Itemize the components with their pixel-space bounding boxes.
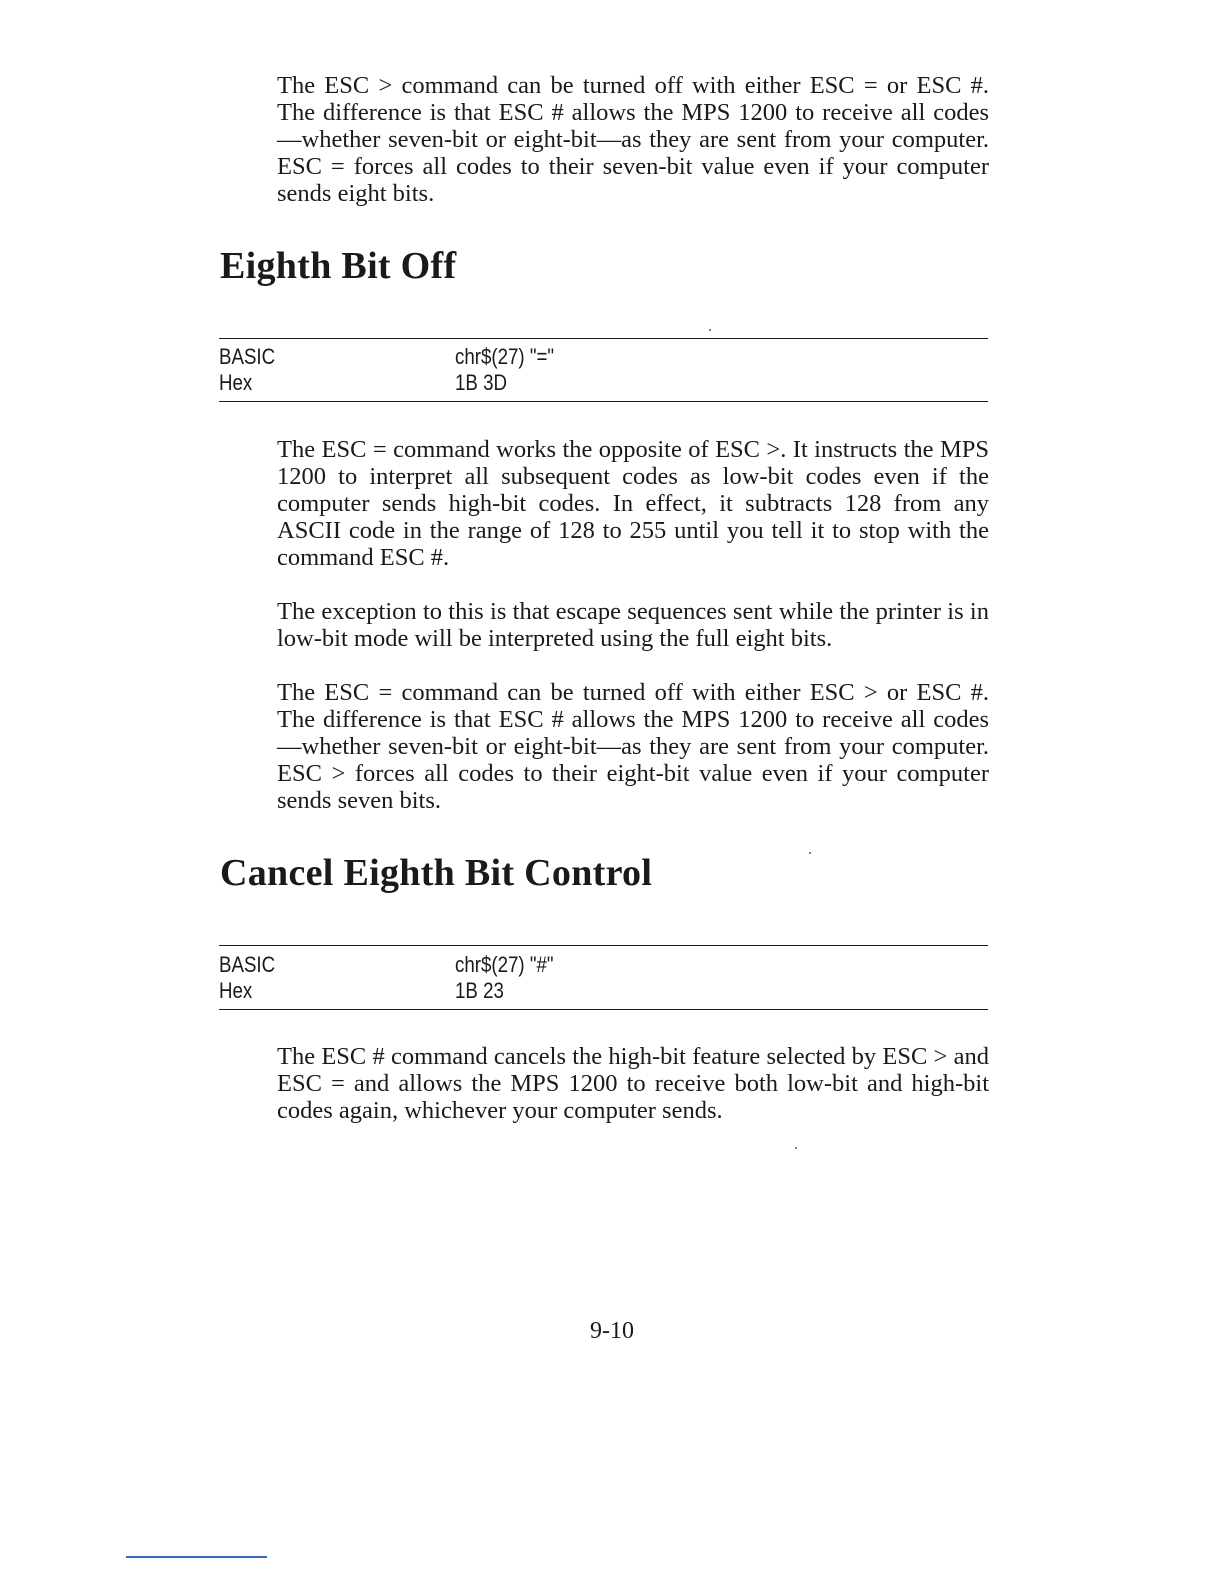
eighth-bit-off-paragraph-1: The ESC = command works the opposite of ESC >. It instructs the MPS 1200 to interpret all subsequent codes as low-bit codes even if the computer sends high-bit codes. In effect, it subtracts 128 from any ASCII code in the range of 128 to 255 until you tell it to stop with the command ESC #. <box>277 436 989 571</box>
table-row <box>219 344 988 370</box>
basic-label: BASIC <box>219 344 276 369</box>
eighth-bit-off-paragraph-3: The ESC = command can be turned off with either ESC > or ESC #. The difference is that ESC # allows the MPS 1200 to receive all codes—whether seven-bit or eight-bit—as they are sent from your computer. ESC > forces all codes to their eight-bit value even if your computer sends seven bits. <box>277 679 989 814</box>
basic-label: BASIC <box>219 952 276 977</box>
table-row <box>219 370 988 396</box>
cancel-eighth-bit-paragraph: The ESC # command cancels the high-bit feature selected by ESC > and ESC = and allows the MPS 1200 to receive both low-bit and high-bit codes again, whichever your computer sends. <box>277 1043 989 1124</box>
table-row <box>219 978 988 1004</box>
hex-code-value: 1B 3D <box>455 370 507 395</box>
table-row <box>219 952 988 978</box>
scan-speck <box>809 852 811 854</box>
intro-paragraph: The ESC > command can be turned off with either ESC = or ESC #. The difference is that ESC # allows the MPS 1200 to receive all codes—whether seven-bit or eight-bit—as they are sent from your computer. ESC = forces all codes to their seven-bit value even if your computer sends eight bits. <box>277 72 989 207</box>
page-number: 9-10 <box>590 1318 634 1344</box>
scan-speck <box>709 329 711 331</box>
eighth-bit-off-paragraph-2: The exception to this is that escape sequences sent while the printer is in low-bit mode will be interpreted using the full eight bits. <box>277 598 989 652</box>
hex-code-value: 1B 23 <box>455 978 504 1003</box>
command-table-cancel-eighth-bit-control <box>219 945 988 1010</box>
command-table-eighth-bit-off <box>219 338 988 402</box>
hex-label: Hex <box>219 978 253 1003</box>
footer-rule <box>126 1556 267 1558</box>
scan-speck <box>795 1147 797 1149</box>
section-heading-eighth-bit-off: Eighth Bit Off <box>220 245 457 287</box>
basic-code-value: chr$(27) "=" <box>455 344 555 369</box>
section-heading-cancel-eighth-bit-control: Cancel Eighth Bit Control <box>220 852 653 894</box>
hex-label: Hex <box>219 370 253 395</box>
basic-code-value: chr$(27) "#" <box>455 952 554 977</box>
